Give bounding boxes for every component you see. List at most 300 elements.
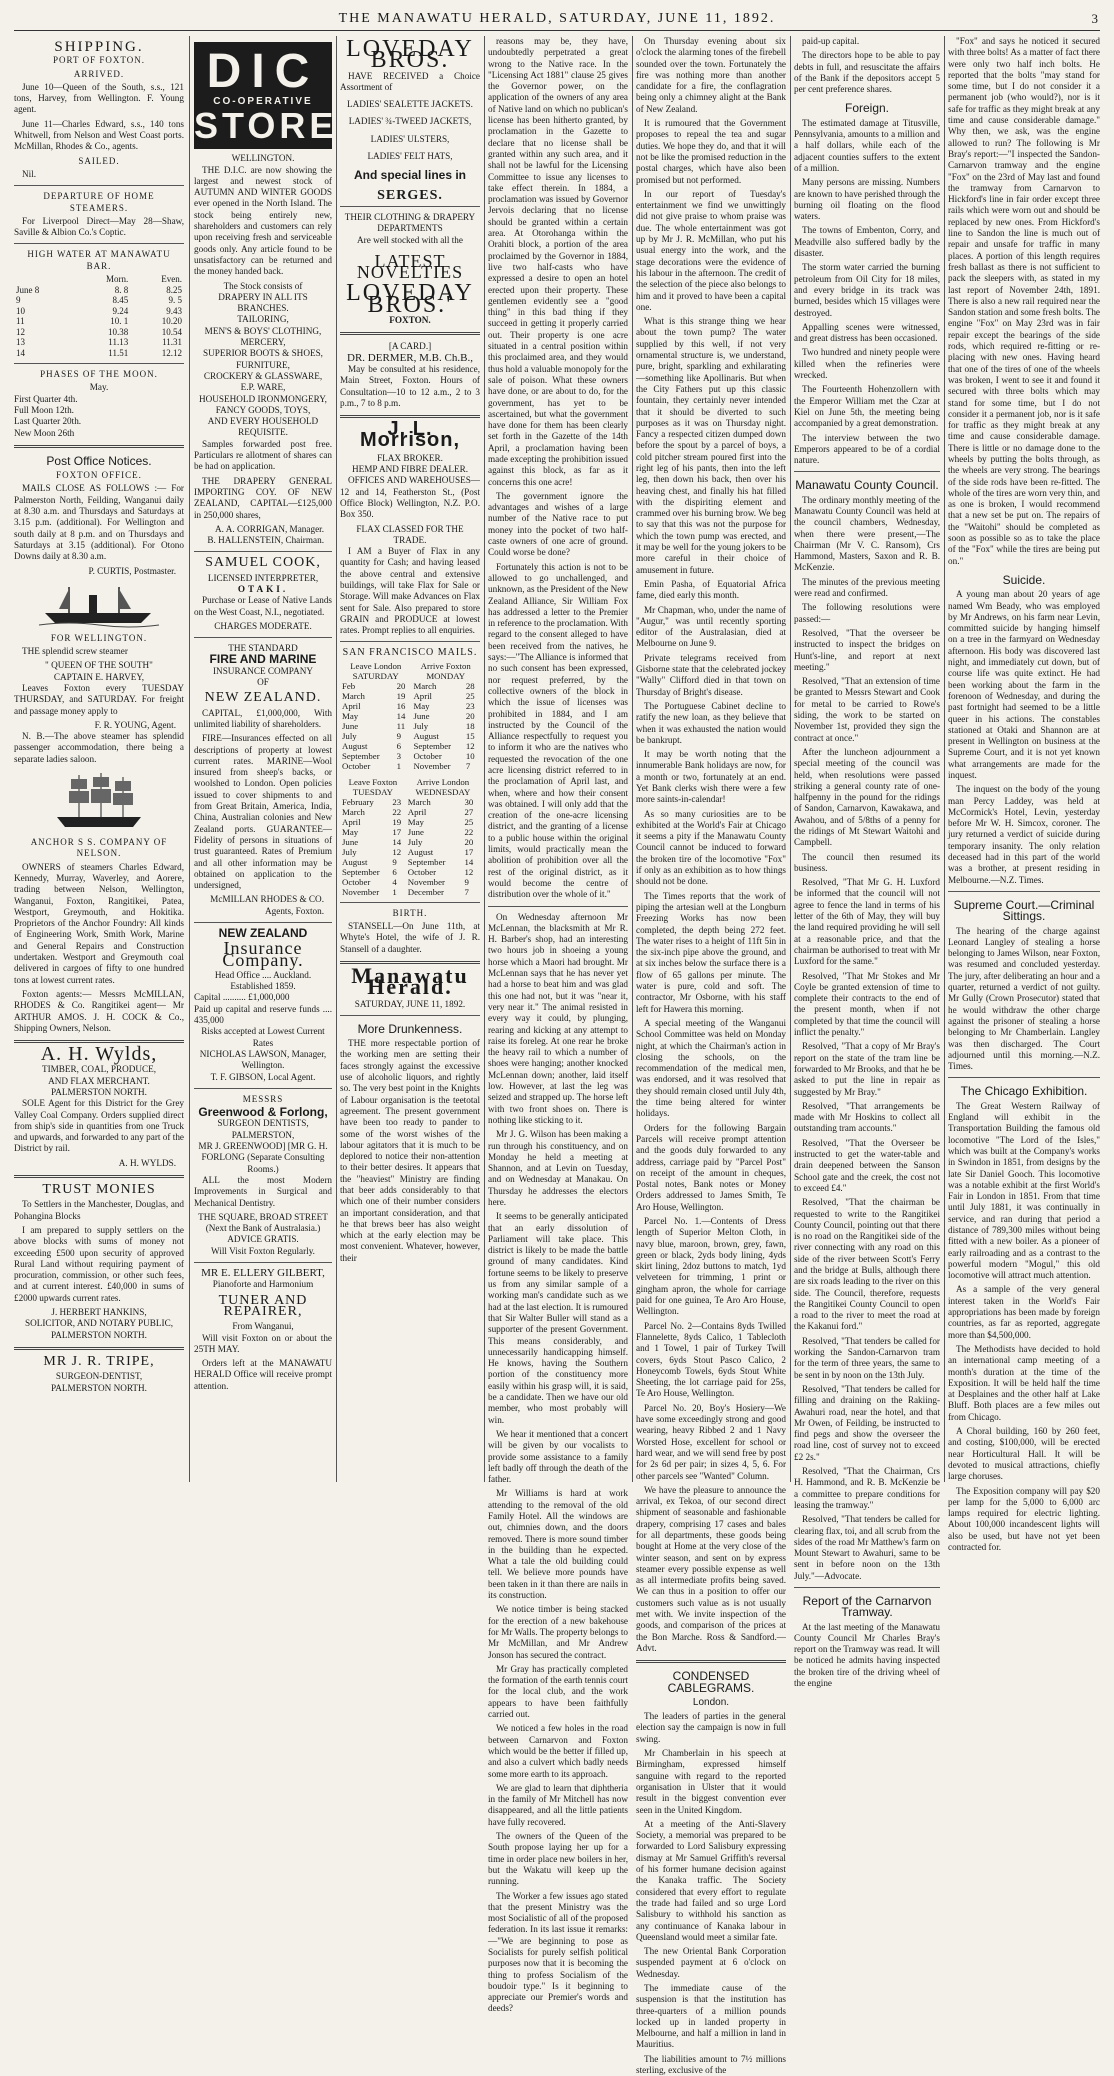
divider <box>194 1262 332 1263</box>
nz-office: Head Office .... Auckland. <box>214 969 312 980</box>
nz-agent: T. F. GIBSON, Local Agent. <box>210 1071 316 1082</box>
gf-names: MR J. GREENWOOD] [MR G. H. FORLONG (Separate Consulting Rooms.) <box>198 1141 328 1174</box>
divider <box>794 471 940 472</box>
mails-cell: 9 <box>464 876 469 887</box>
mails-cell: 20 <box>464 836 474 847</box>
article-paragraph: At a meeting of the Anti-Slavery Society, a memorial was prepared to be forwarded to Lord Salisbury expressing dismay at Mr Samuel Griffith's reversal of his former humane decision against the Kanaka traffic. The Society considered that every effort to regulate the trade had failed and so urge Lord Salisbury to withhold his sanction as any continuance of Kanaka labour in Queensland would meet a similar fate. <box>636 1818 786 1942</box>
mails-cell: June <box>342 836 359 847</box>
dic-dept: MEN'S & BOYS' CLOTHING, <box>204 325 322 336</box>
mails-cell: 22 <box>464 826 474 837</box>
london-heading: London. <box>692 1696 730 1708</box>
mails-cell: October <box>342 876 371 887</box>
supreme-court-heading: Supreme Court.—Criminal Sittings. <box>953 897 1095 924</box>
mails-cell: April <box>342 700 361 711</box>
arrived-text: June 10—Queen of the South, s.s., 121 tons, Harvey, from Wellington. F. Young agent. <box>14 81 184 115</box>
mails-cell: Feb <box>342 680 356 691</box>
loveday-serges: SERGES. <box>377 187 443 203</box>
divider <box>14 445 184 448</box>
article-paragraph: As so many curiosities are to be exhibited at the World's Fair at Chicago it seems a pity if the Manawatu County Council cannot be induced to forward the broken tire of the locomotive "Fox" if only as an exhibition as to how things should not be done. <box>636 808 786 887</box>
column-rule <box>189 36 190 1482</box>
tide-row <box>14 295 184 306</box>
column-3 <box>340 36 480 1482</box>
wellington-captain: CAPTAIN E. HARVEY, <box>53 671 145 682</box>
cook-heading: SAMUEL COOK, <box>205 555 321 571</box>
tide-cell: 8.25 <box>166 284 182 295</box>
standard-capital: CAPITAL, £1,000,000, With unlimited liability of shareholders. <box>194 707 332 729</box>
mails-cell: 11 <box>396 720 406 731</box>
tide-cell: 13 <box>16 337 25 348</box>
article-paragraph: Resolved, "That tenders be called for clearing flax, toi, and all scrub from the sides of the road Mr Matthew's farm on Mount Stewart to Awahuri, same to be sent in before noon on the 13th July."—Advocate. <box>794 1514 940 1581</box>
moon-line: Full Moon 12th. <box>14 404 74 415</box>
dic-intro: THE D.I.C. are now showing the largest and newest stock of AUTUMN AND WINTER GOODS ever opened in the North Island. The stock being entirely new, shareholders and customers can rely upon receiving fresh and serviceable goods only. Any article found to be unsatisfactory can be returned and the money handed back. <box>194 164 332 277</box>
mails-cell: 6 <box>396 740 402 751</box>
masthead <box>14 8 1100 31</box>
dic-manager: A. A. CORRIGAN, Manager. <box>215 523 324 534</box>
dermer-text: May be consulted at his residence, Main Street, Foxton. Hours of Consultation—10 to 12 a.m., 2 to 3 p.m., 7 to 8 p.m. <box>340 363 480 408</box>
anchor-agents: Foxton agents:— Messrs McMILLAN, RHODES & Co. Rangitikei agent— Mr ARTHUR AMOS. J. H. COCK & Co., Shipping Owners, Nelson. <box>14 988 184 1033</box>
divider <box>948 1077 1100 1078</box>
mails-cell: 7 <box>464 886 469 897</box>
gilbert-orders: Orders left at the MANAWATU HERALD Office will receive prompt attention. <box>194 1358 332 1391</box>
article-paragraph: The Exposition company will pay $20 per lamp for the 5,000 to 6,000 arc lamps required for electric lighting. About 100,000 incandescent lights will also be used, but have not yet been contracted for. <box>948 1485 1100 1552</box>
mails-cell: February <box>342 796 374 807</box>
mails-table-outbound <box>340 661 480 771</box>
nz-insurance: Insurance Company. <box>222 938 304 970</box>
divider <box>14 243 184 244</box>
steamer-icon <box>39 583 159 627</box>
chicago-heading: The Chicago Exhibition. <box>960 1084 1088 1099</box>
divider <box>488 906 628 907</box>
mails-cell: October <box>413 750 442 761</box>
post-office-text: MAILS CLOSE AS FOLLOWS :— For Palmerston North, Feilding, Wanganui daily at 8.30 a.m. and Thursdays and Saturdays at 3.15 p.m. (additional). For Wellington and south daily at 8 p.m. and on Thursdays and Saturdays at 3.15 (additional). For Otono Downs daily at 8.30 a.m. <box>14 483 184 562</box>
standard-agents: McMILLAN RHODES & CO. Agents, Foxton. <box>210 894 324 916</box>
gilbert-heading: MR E. ELLERY GILBERT, <box>201 1267 325 1280</box>
wylds-signature: A. H. WYLDS. <box>118 1157 176 1168</box>
mails-cell: 23 <box>465 700 475 711</box>
article-paragraph: The inquest on the body of the young man Percy Laddey, was held at McCormick's Hotel, Levin, yesterday before Mr W. H. Simcox, coroner. The jury returned a verdict of suicide during temporary insanity. The only relation deceased had in this part of the world was a brother, at present residing in Melbourne.—N.Z. Times. <box>948 784 1100 885</box>
tide-cell: 14 <box>16 347 25 358</box>
column-rule <box>944 36 945 1482</box>
divider <box>340 206 480 207</box>
article-paragraph: We notice timber is being stacked for the erection of a new bakehouse for Mr Walls. The property belongs to Mr McMillan, and Mr Andrew Jonson has secured the contract. <box>488 1604 628 1660</box>
dic-logo <box>194 42 366 149</box>
mails-cell: May <box>407 816 424 827</box>
tide-cell: 9.24 <box>112 305 129 316</box>
article-paragraph: The minutes of the previous meeting were read and confirmed. <box>794 576 940 599</box>
mails-cell: 15 <box>465 730 475 741</box>
loveday-item: LADIES' SEALETTE JACKETS. <box>347 99 473 110</box>
wylds-heading: A. H. Wylds, <box>40 1043 158 1066</box>
loveday-heading-2: LOVEDAY BROS.' <box>346 280 474 318</box>
mails-header-row <box>340 777 480 797</box>
article-paragraph: We have the pleasure to announce the arrival, ex Tekoa, of our second direct shipment of seasonable and fashionable drapery, comprising 17 cases and bales for all departments, these goods being bought at Home at the very close of the winter season, and sent on by express steamer every possible expense as well as all intermediate profits being saved. We can thus in a position to offer our customers such value as is not usually met with. We invite inspection of the goods, and comparison of the prices at the Bon Marche. Ross & Sandford.—Advt. <box>636 1484 786 1653</box>
dermer-heading: DR. DERMER, M.B. Ch.B., <box>347 351 473 364</box>
mails-row <box>340 711 480 721</box>
article-paragraph: Mr Gray has practically completed the formation of the earth tennis court for the local club, and the work appears to have been faithfully carried out. <box>488 1663 628 1720</box>
article-paragraph: The directors hope to be able to pay debts in full, and resuscitate the affairs of the Bank if the depositors accept 5 per cent preference shares. <box>794 50 940 95</box>
nz-paid: Paid up capital and reserve funds .... 435,000 <box>194 1003 332 1026</box>
arrived-text-2: June 11—Charles Edward, s.s., 140 tons Whitwell, from Nelson and West Coast ports. McMillan, Rhodes & Co., agents. <box>14 118 184 152</box>
loveday-stocked: Are well stocked with all the <box>357 234 463 245</box>
article-paragraph: Orders for the following Bargain Parcels will receive prompt attention and the goods duly forwarded to any address, carriage paid by "Parcel Post" on receipt of the amount in cheques, Postal notes, Bank notes or Money Orders addressed to James Smith, Te Aro House, Wellington. <box>636 1122 786 1212</box>
mails-header-cell: Arrive London WEDNESDAY <box>415 776 471 797</box>
mails-cell: July <box>413 720 429 731</box>
article-paragraph: Many persons are missing. Numbers are known to have perished through the burning oil floating on the flood waters. <box>794 177 940 222</box>
tide-row <box>14 285 184 296</box>
tide-row <box>14 316 184 327</box>
article-paragraph: The ordinary monthly meeting of the Manawatu County Council was held at the council chambers, Wednesday, when there were present,—The Chairman (Mr V. C. Ransom), Crs Hammond, Masters, Saxon and R. B. McKenzie. <box>794 494 940 573</box>
article-paragraph: A Choral building, 160 by 260 feet, and costing, $100,000, will be erected near Horticultural Hall. It will be devoted to musical attractions, chiefly large choruses. <box>948 1426 1100 1482</box>
column-1 <box>14 36 184 1482</box>
tripe-sub: SURGEON-DENTIST, <box>55 1371 143 1382</box>
mails-cell: 25 <box>464 816 474 827</box>
gf-heading: Greenwood & Forlong, <box>198 1105 328 1120</box>
tide-cell: June 8 <box>16 284 40 295</box>
nz-heading: NEW ZEALAND <box>218 926 308 940</box>
cook-place: OTAKI. <box>237 583 289 594</box>
column-6 <box>794 36 940 1689</box>
mails-cell: November <box>413 760 451 771</box>
mails-table-inbound <box>340 777 480 897</box>
article-paragraph: In our report of Tuesday's entertainment we find we unwittingly did not give praise to whom praise was due. The whole entertainment was got up by Mr J. R. McMillan, who put his usual energy into the work, and the stage decorations were the evidence of his labour in the afternoon. The credit of the selection of the piece also belongs to him and it proved to have been a capital one. <box>636 188 786 312</box>
article-paragraph: A young man about 20 years of age named Wm Beady, who was employed by Mr Andrews, on his farm near Levin, committed suicide by hanging himself on a tree in the farmyard on Wednesday afternoon. His body was discovered last night, and immediately cut down, but of course life was quite extinct. He had been working about the farm in the forenoon of Wednesday, and during the past fortnight had seemed to be a little queer in his actions. The constables stationed at Otaki and Shannon are at present in Wellington on business at the Supreme Court, and it is not yet known what arrangements are made for the inquest. <box>948 589 1100 780</box>
article-paragraph: Resolved, "That the chairman be requested to write to the Rangitikei County Council, pointing out that there is no road on the Rangitikei side of the river connecting with any road on this side of the river between Scott's Ferry and the bridge at Bulls, although there are six roads leading to the river on this side. The Council, therefore, requests the Rangitikei County Council to open a road to the river to meet the road at the Kakanui ford." <box>794 1197 940 1332</box>
tide-cell: 10.38 <box>107 326 129 337</box>
loveday-item: LADIES' ULSTERS, <box>370 133 450 144</box>
loveday-heading: LOVEDAY BROS. <box>346 36 474 74</box>
loveday-special: And special lines in <box>353 168 467 183</box>
mails-cell: September <box>342 866 380 877</box>
sailed-text: Nil. <box>22 168 37 179</box>
column-rule <box>336 36 337 1482</box>
mails-cell: 19 <box>392 816 402 827</box>
article-paragraph: The leaders of parties in the general election say the campaign is now in full swing. <box>636 1711 786 1744</box>
tramway-heading: Report of the Carnarvon Tramway. <box>802 1594 932 1620</box>
divider <box>194 1088 332 1089</box>
article-paragraph: At the last meeting of the Manawatu County Council Mr Charles Bray's report on the Tramway was read. It will be noticed he admits having inspected the broken tire of the driving wheel of the engine <box>794 1621 940 1689</box>
article-paragraph: The Fourteenth Hohenzollern with the Emperor William met the Czar at Kiel on June 5th, the meeting being accompanied by a great demonstration. <box>794 384 940 429</box>
mails-cell: May <box>342 710 359 721</box>
mails-row <box>340 691 480 701</box>
gf-messrs: MESSRS <box>242 1093 284 1104</box>
mails-cell: 14 <box>464 856 474 867</box>
article-paragraph: As a sample of the very general interest taken in the World's Fair appropriations has been made by foreign countries, as far as reported, aggregate more than $4,500,000. <box>948 1284 1100 1340</box>
mails-row <box>340 721 480 731</box>
mails-cell: 16 <box>396 700 406 711</box>
mails-heading: SAN FRANCISCO MAILS. <box>342 647 478 659</box>
port-heading: PORT OF FOXTON. <box>53 55 145 66</box>
mails-cell: July <box>342 730 357 741</box>
mails-cell: March <box>407 796 431 807</box>
article-paragraph: The hearing of the charge against Leonard Langley of stealing a horse belonging to James Wilson, near Foxton, was resumed and concluded yesterday. The jury, after deliberating an hour and a quarter, returned a verdict of not guilty. Mr Gully (Crown Prosecutor) stated that he would withdraw the other charge against the prisoner of stealing a horse belonging to Mr Chamberlain. Langley was then discharged. The Court adjourned until this morning.—N.Z. Times. <box>948 925 1100 1072</box>
mails-cell: May <box>342 826 359 837</box>
mails-cell: April <box>342 816 361 827</box>
dic-dept: E.P. WARE, <box>240 382 286 393</box>
dic-dept: SUPERIOR BOOTS & SHOES, <box>203 348 323 359</box>
herald-nameplate: Manawatu Herald. <box>351 962 469 1000</box>
dic-dept: MERCERY, <box>240 337 286 348</box>
divider <box>14 1175 184 1178</box>
article-paragraph: We hear it mentioned that a concert will be given by our vocalists to provide some assistance to a family left badly off through the death of the father. <box>488 1428 628 1485</box>
divider <box>794 1587 940 1588</box>
morrison-flax: FLAX CLASSED FOR THE TRADE. <box>356 523 464 545</box>
gilbert-sub: Pianoforte and Harmonium <box>212 1279 314 1290</box>
mails-row <box>340 751 480 761</box>
nz-established: Established 1859. <box>230 981 296 992</box>
mails-cell: June <box>407 826 424 837</box>
article-paragraph: What is this strange thing we hear about the town pump? The water supplied by this well, if not very ornamental structure is, we understand, pure, bright, sparkling and exhilarating—something like Apollinaris. But when the City Fathers put up this classic fountain, they certainly never intended that it should be diverted to such purposes as it was on Thursday night. Fancy a respected citizen dumped down before the spout by a parcel of boys, a cold pitcher stream poured first into the right leg of his pants, then into the left leg, then down his back, then over his heaving chest, and finally his hat filled with the dispiriting element and crammed over his burning brow. We beg to say that this was not the purpose for which the town pump was erected, and it may be well for the young jokers to be more careful in their choice of amusement in future. <box>636 316 786 575</box>
article-paragraph: On Wednesday afternoon Mr McLennan, the blacksmith at Mr R. H. Barber's shop, had an interesting two hours job in shoeing a young horse which a Maori had brought. Mr McLennan says that he has never yet had a horse to beat him and was glad this one had not, but it was "near it, very near it." The animal resisted in every way it could, by plunging, rearing and kicking at any attempt to raise its foreleg. At one rear he broke the heavy rail to which a number of shoes were hanging; another knocked McLennan down; another, laid itself low. However, at last the leg was seized and strapped up. The horse left with two front shoes on. There is nothing like sticking to it. <box>488 911 628 1125</box>
mails-cell: 1 <box>396 760 402 771</box>
tide-cell: 10.54 <box>161 326 182 337</box>
article-paragraph: Mr J. G. Wilson has been making a run through his constituency, and on Monday he held a meeting at Shannon, and at Levin on Tuesday, and on Wednesday at Manakau. On Thursday he addresses the electors here. <box>488 1129 628 1207</box>
moon-line: New Moon 26th <box>14 427 75 438</box>
standard-insurance: INSURANCE COMPANY <box>213 665 313 676</box>
mails-cell: 12 <box>392 846 402 857</box>
cook-sub: LICENSED INTERPRETER, <box>207 572 319 583</box>
mails-row <box>340 761 480 771</box>
dic-logo-text: DIC <box>206 45 320 98</box>
article-paragraph: The Great Western Railway of England will exhibit in the Transportation Building the famous old locomotive "The Lord of the Isles," which was built at the Company's works in Swindon in 1851, from designs by the late Sir Daniel Gooch. This locomotive was a notable exhibit at the first World's Fair in London in 1851. From that time until July 1881, it was continually in service, and ran during that period a distance of 789,300 miles without being fitted with a new boiler. As a pioneer of early railroading and as a contrast to the powerful modern "Mogul," this old locomotive will attract much attention. <box>948 1100 1100 1281</box>
article-paragraph: Emin Pasha, of Equatorial Africa fame, died early this month. <box>636 578 786 601</box>
mails-cell: September <box>407 856 446 867</box>
mails-cell: 17 <box>392 826 402 837</box>
divider <box>194 551 332 552</box>
article-paragraph: The immediate cause of the suspension is that the institution has three-quarters of a million pounds locked up in landed property in Melbourne, and half a million in land in Mauritius. <box>636 1982 786 2050</box>
article-paragraph: Resolved, "That the overseer be instructed to inspect the bridges on Hunt's-line, and report at next meeting." <box>794 627 940 672</box>
hankins-name: J. HERBERT HANKINS, <box>51 1307 147 1318</box>
article-paragraph: The owners of the Queen of the South propose laying her up for a time in order place new boilers in her, but the Wakatu will keep up the running. <box>488 1831 628 1887</box>
mails-cell: 12 <box>464 866 474 877</box>
divider <box>340 1015 480 1016</box>
tide-cell: 9 <box>16 295 21 306</box>
divider <box>340 902 480 903</box>
wellington-body: Leaves Foxton every TUESDAY THURSDAY, and SATURDAY. For freight and passage money apply to <box>14 682 184 716</box>
mails-cell: April <box>407 806 427 817</box>
article-paragraph: The estimated damage at Titusville, Pennsylvania, amounts to a million and a half dollars, while each of the adjacent counties suffers to the extent of a million. <box>794 117 940 173</box>
tide-cell: 9. 5 <box>168 295 182 306</box>
dic-dept: FANCY GOODS, TOYS, <box>215 404 311 415</box>
article-paragraph: Mr Chapman, who, under the name of "Augur," was until recently sporting editor of the Australasian, died at Melbourne on June 9. <box>636 604 786 649</box>
cook-charges: CHARGES MODERATE. <box>214 620 312 631</box>
loveday-item: LADIES' FELT HATS, <box>367 151 453 162</box>
mails-row <box>340 857 480 867</box>
mails-cell: 18 <box>465 720 475 731</box>
mails-cell: July <box>342 846 357 857</box>
wellington-text: THE splendid screw steamer <box>22 646 128 657</box>
mails-header-row <box>340 661 480 681</box>
divider <box>194 637 332 638</box>
mails-cell: March <box>342 690 365 701</box>
mails-cell: 1 <box>392 886 397 897</box>
masthead-title: THE MANAWATU HERALD, SATURDAY, JUNE 11, 1892. <box>338 11 776 26</box>
tide-cell: 12 <box>16 326 25 337</box>
tide-row <box>14 327 184 338</box>
loveday-clothing: THEIR CLOTHING & DRAPERY DEPARTMENTS <box>344 211 476 234</box>
hankins-sub: SOLICITOR, AND NOTARY PUBLIC, PALMERSTON NORTH. <box>24 1318 174 1340</box>
tide-cell: 11.51 <box>108 347 129 358</box>
mails-cell: 28 <box>465 680 475 691</box>
mails-cell: November <box>342 886 380 897</box>
mails-row <box>340 887 480 897</box>
gf-address: THE SQUARE, BROAD STREET (Next the Bank of Australasia.) <box>198 1211 328 1234</box>
divider <box>14 185 184 186</box>
post-office-heading: Post Office Notices. <box>46 453 152 468</box>
dic-dept: FURNITURE, <box>236 359 290 370</box>
divider <box>340 641 480 642</box>
dic-dept: DRAPERY IN ALL ITS BRANCHES. <box>218 291 308 314</box>
article-paragraph: The new Oriental Bank Corporation suspended payment at 6 o'clock on Wednesday. <box>636 1946 786 1979</box>
mails-cell: 20 <box>396 680 406 691</box>
tide-row <box>14 306 184 317</box>
column-rule <box>484 36 485 1482</box>
post-office-sub: FOXTON OFFICE. <box>56 470 142 481</box>
dic-samples: Samples forwarded post free. Particulars re allotment of shares can be had on application. <box>194 438 332 472</box>
drunkenness-text: THE more respectable portion of the working men are setting their faces strongly against the excessive use of alcoholic liquors, and rightly so. The very best point in the Knights of Labour organisation is the teetotal agreement. The present government have been too ready to pander to some of the worst wishes of the labour agitators that it is much to be deplored to notice their non-attention to their better desires. It appears that the "heaviest" Ministry are finding that beer adds considerably to that which one of their number considers an important consideration, and that he that brews beer has also weight which at the early election may be most convenient. Whatever, however, their <box>340 1038 480 1263</box>
post-office-signature: P. CURTIS, Postmaster. <box>88 565 176 576</box>
gilbert-from: From Wanganui, <box>232 1321 294 1332</box>
tide-header-cell: Morn. <box>105 274 129 285</box>
tide-header-row <box>14 274 184 285</box>
article-paragraph: Mr Chamberlain in his speech at Birmingham, expressed himself sanguine with regard to the reported organisation in Ulster that it would result in the biggest convention ever seen in the United Kingdom. <box>636 1748 786 1815</box>
mails-cell: November <box>407 876 445 887</box>
article-paragraph: Resolved, "That arrangements be made with Mr Hoskins to collect all outstanding tram accounts." <box>794 1100 940 1134</box>
morrison-sub: FLAX BROKER. <box>377 452 443 463</box>
departure-text: For Liverpool Direct—May 28—Shaw, Saville & Albion Co.'s Coptic. <box>14 215 184 238</box>
nz-manager: NICHOLAS LAWSON, Manager, Wellington. <box>199 1048 327 1071</box>
article-paragraph: The Methodists have decided to hold an international camp meeting of a month's duration at the time of the Exposition. It will be held half the time at Desplaines and the other half at Lake Bluff. Both places are a few miles out from Chicago. <box>948 1343 1100 1422</box>
standard-heading: THE STANDARD <box>228 643 298 654</box>
article-paragraph: Resolved, "That tenders be called for working the Sandon-Carnarvon tram for the term of three years, the same to be sent in by noon on the 13th July. <box>794 1335 940 1380</box>
standard-fire: FIRE AND MARINE <box>209 652 317 667</box>
mails-cell: 25 <box>465 690 475 701</box>
moon-line: First Quarter 4th. <box>14 393 78 404</box>
column-4 <box>488 36 628 2014</box>
article-paragraph: Resolved, "That the Overseer be instructed to get the water-table and drain deepened between the Sanson School gate and the creek, the cost not to exceed £4." <box>794 1137 940 1193</box>
sailing-ship-icon <box>49 771 149 831</box>
herald-date: SATURDAY, JUNE 11, 1892. <box>354 998 466 1009</box>
moon-month: May. <box>89 382 109 393</box>
article-paragraph: It seems to be generally anticipated that an early dissolution of Parliament will take place. This district is likely to be made the battle ground of many candidates. Kind fortune seems to be likely to preserve us from any similar sample of a working man's candidate such as we had at the last election. It is rumoured that Sir Walter Buller will stand as a supporter of the present Government. This means considerably, and unnecessarily handicapping himself. He knows, having the Southern portion of the constituency more easily within his grasp will, it is said, be a candidate. Then we have our old member, who most probably will win. <box>488 1211 628 1425</box>
mails-cell: 22 <box>392 806 402 817</box>
mails-row <box>340 681 480 691</box>
tide-cell: 8.45 <box>112 295 129 306</box>
dic-dept: TAILORING, <box>237 314 289 325</box>
divider <box>14 363 184 364</box>
mails-cell: 27 <box>464 806 474 817</box>
mails-cell: 20 <box>465 710 475 721</box>
article-paragraph: Two hundred and ninety people were killed when the refineries were wrecked. <box>794 347 940 381</box>
mails-cell: 3 <box>396 750 402 761</box>
mails-cell: 30 <box>464 796 474 807</box>
mails-cell: 9 <box>396 730 402 741</box>
mails-cell: May <box>413 700 430 711</box>
standard-of: OF <box>257 677 269 688</box>
mails-cell: August <box>413 730 439 741</box>
article-paragraph: It may be worth noting that the innumerable Bank holidays are now, for a month or two, fortunately at an end. Yet Bank clerks wish there were a few more saints-in-calendar! <box>636 749 786 805</box>
foreign-heading: Foreign. <box>844 101 890 116</box>
article-paragraph: reasons may be, they have, undoubtedly perpetrated a great wrong to the Native race. In the "Licensing Act 1881" clause 25 gives the Governor power, on the application of the owners of any area of Native land on which no publican's license has been hitherto granted, by proclamation in the Gazette to declare that no license shall be granted within any such area, and it shall not be lawful for the Licensing Committee to issue any licenses to take effect therein. In 1884, a proclamation was issued by Governor Jervois declaring that no license should be granted within a certain area. At Otorohanga within the Orahiti block, a portion of the area proclaimed by the Governor in 1884, live two half-casts who have expressed a desire to open an hotel erected upon their property. These gentlemen evidently see a "good thing" in this bad thing if they succeed in getting it properly carried out. Their property is one acre situated in a central position within this proclaimed area, and they would thus hold a valuable monopoly for the sale of poison. What these owners have done, or are about to do, for the government, has yet to be ascertained, but what the government have done for them has been clearly set forth in the Gazette of the 14th April, a proclamation having been made excepting the prohibition issued against this block, as far as it concerns this one acre! <box>488 36 628 487</box>
tide-cell: 10. 1 <box>110 316 129 327</box>
mails-cell: September <box>413 740 452 751</box>
shipping-heading: SHIPPING. <box>54 39 144 55</box>
tide-table <box>14 274 184 358</box>
wylds-sub: TIMBER, COAL, PRODUCE, <box>41 1064 157 1075</box>
mails-cell: 14 <box>396 710 406 721</box>
card-label: [A CARD.] <box>388 341 432 352</box>
wellington-heading: FOR WELLINGTON. <box>50 632 148 643</box>
mails-cell: 10 <box>465 750 475 761</box>
wylds-place: PALMERSTON NORTH. <box>51 1087 147 1097</box>
article-paragraph: On Thursday evening about six o'clock the alarming tones of the firebell sounded over the town. Fortunately the fire was nothing more than another candidate for a fire, the conflagration being only a chimney alight at the Bank of New Zealand. <box>636 36 786 114</box>
mails-row <box>340 837 480 847</box>
tide-cell: 11.13 <box>108 337 129 348</box>
mails-cell: June <box>413 710 430 721</box>
mails-cell: 19 <box>396 690 406 701</box>
mails-row <box>340 807 480 817</box>
article-paragraph: The storm water carried the burning petroleum from Oil City for 18 miles, and every bridge in its track was burned, besides which 15 villages were destroyed. <box>794 262 940 318</box>
loveday-place: FOXTON. <box>389 315 431 326</box>
suicide-heading: Suicide. <box>1002 572 1046 587</box>
trust-text: To Settlers in the Manchester, Douglas, and Pohangina Blocks <box>14 1199 184 1221</box>
cook-text: Purchase or Lease of Native Lands on the West Coast, N.I., negotiated. <box>194 595 332 617</box>
gf-place: PALMERSTON, <box>231 1129 295 1140</box>
column-rule <box>632 36 633 1482</box>
article-paragraph: Private telegrams received from Gisborne state that the celebrated jockey "Wally" Clifford died in that town on Thursday of Bright's disease. <box>636 652 786 697</box>
article-paragraph: The interview between the two Emperors appeared to be of a cordial nature. <box>794 432 940 466</box>
loveday-intro: HAVE RECEIVED a Choice Assortment of <box>340 70 480 92</box>
cablegrams-heading: CONDENSED CABLEGRAMS. <box>667 1669 755 1695</box>
tide-header-cell: Even. <box>161 274 182 285</box>
dic-dept: AND EVERY HOUSEHOLD REQUISITE. <box>207 416 319 438</box>
column-7 <box>948 36 1100 1552</box>
mails-cell: 17 <box>464 846 474 857</box>
mails-row <box>340 847 480 857</box>
mails-row <box>340 731 480 741</box>
gilbert-tuner: TUNER AND REPAIRER, <box>218 1292 308 1319</box>
divider <box>14 1347 184 1350</box>
mails-cell: October <box>407 866 437 877</box>
mails-row <box>340 797 480 807</box>
tripe-name: MR J. R. TRIPE, <box>43 1353 155 1369</box>
dic-stock: The Stock consists of <box>223 280 303 291</box>
article-paragraph: Mr Williams is hard at work attending to the removal of the old Family Hotel. All the windows are out, chimnies down, and the doors removed. There is more sound timber in the building than he expected. What a tale the old building could tell. We believe more pounds have been taken in it than there are nails in its construction. <box>488 1488 628 1601</box>
nz-capital: Capital .......... £1,000,000 <box>194 992 290 1003</box>
birth-heading: BIRTH. <box>392 907 428 918</box>
mails-cell: July <box>407 836 423 847</box>
mails-cell: September <box>342 750 380 761</box>
article-paragraph: Fortunately this action is not to be allowed to go unchallenged, and unknown, as the President of the New Zealand Alliance, Sir William Fox has addressed a letter to the Premier in reference to the proclamation. With regard to the consent alleged to have been received from the natives, he says:—"The Alliance is informed that no such consent has been expressed, nor request preferred, by the collective owners of the block in which the issue of licenses was prohibited in 1884, and I am instructed by the Council of the Alliance respectfully to request you to inform it who are the natives who requested the revocation of the one acre licensing district referred to in the proclamation of April last, and when, where and how their consent was obtained. I will only add that the creation of the one-acre licensing district, and the granting of a license to a public house within the original limits, would practically mean the abolition of prohibition over all the rest of the original district, as it would become the centre of distribution over the whole of it." <box>488 561 628 900</box>
mails-row <box>340 701 480 711</box>
birth-text: STANSELL—On June 11th, at Whyte's Hotel, the wife of J. R. Stansell of a daughter. <box>340 921 480 954</box>
sailed-heading: SAILED. <box>78 155 120 166</box>
article-paragraph: The council then resumed its business. <box>794 851 940 873</box>
article-paragraph: Resolved, "That tenders be called for filling and draining on the Rakiing-Awahuri road, near the hotel, and that Mr Owen, of Feilding, be instructed to find pegs and show the overseer the road line, cost of survey not to exceed £2 2s." <box>794 1383 940 1462</box>
article-paragraph: We noticed a few holes in the road between Carnarvon and Foxton which would be the better if filled up, and also a culvert which badly needs some more earth to its approach. <box>488 1723 628 1779</box>
county-council-heading: Manawatu County Council. <box>795 478 939 493</box>
mails-row <box>340 827 480 837</box>
divider <box>194 922 332 923</box>
divider <box>340 332 480 335</box>
divider <box>948 891 1100 892</box>
tide-cell: 10 <box>16 305 25 316</box>
trust-body: I am prepared to supply settlers on the above blocks with sums of money not exceeding £500 upon security of approved Rural Land without requiring payment of procuration, commission, or other such fees, and at current interest. £40,000 in sums of £2000 upwards current rates. <box>14 1224 184 1303</box>
departure-heading: DEPARTURE OF HOME STEAMERS. <box>43 191 155 213</box>
dic-chairman: B. HALLENSTEIN, Chairman. <box>207 535 324 546</box>
gf-sub: SURGEON DENTISTS, <box>217 1118 309 1129</box>
anchor-text: OWNERS of steamers Charles Edward, Kennedy, Murray, Waverley, and Aorere, trading between Nelson, Wellington, Wanganui, Foxton, Rangitikei, Patea, Westport, Greymouth, and Hokitika. Proprietors of the Anchor Foundry: All kinds of Engineering Work, Smith Work, Marine and General Repairs and Construction undertaken. Westport and Greymouth coal delivered in cargoes of fifty to one hundred tons at lowest current rates. <box>14 861 184 985</box>
mails-cell: March <box>413 680 437 691</box>
